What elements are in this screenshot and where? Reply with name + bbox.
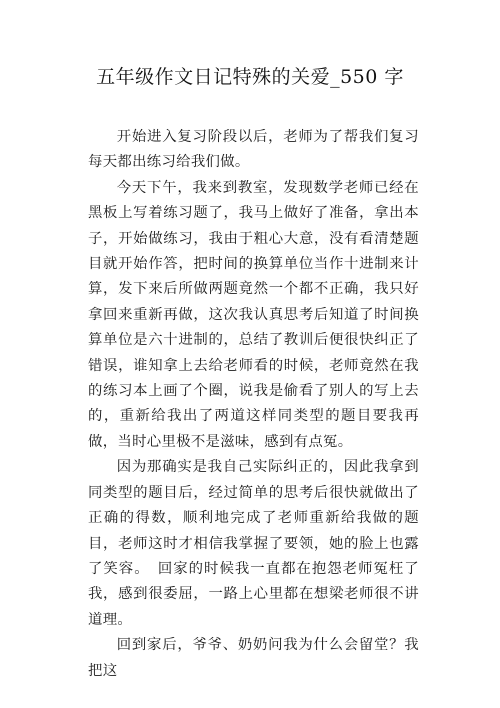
paragraph-2: 今天下午，我来到教室，发现数学老师已经在黑板上写着练习题了，我马上做好了准备，拿出本子，开始做练习，我由于粗心大意，没有看清楚题目就开始作答，把时间的换算单位当作十进制来计算，发下来后所做两题竟然一个都不正确，我只好拿回来重新再做，这次我认真思考后知道了时间换算单位是六十进制的，总结了教训后便很快纠正了错误，谁知拿上去给老师看的时候，老师竟然在我的练习本上画了个圈，说我是偷看了别人的写上去的，重新给我出了两道这样同类型的题目要我再做，当时心里极不是滋味，感到有点冤。 [88, 179, 419, 450]
document-title: 五年级作文日记特殊的关爱_550 字 [96, 66, 404, 88]
paragraph-3: 因为那确实是我自己实际纠正的，因此我拿到同类型的题目后，经过简单的思考后很快就做出了正确的得数，顺利地完成了老师重新给我做的题目，老师这时才相信我掌握了要领，她的脸上也露了笑容。 回家的时候我一直都在抱怨老师冤枉了我，感到很委屈，一路上心里都在想梁老师很不讲道理。 [88, 459, 419, 628]
paragraph-1: 开始进入复习阶段以后，老师为了帮我们复习每天都出练习给我们做。 [88, 129, 419, 171]
paragraph-4: 回到家后，爷爷、奶奶问我为什么会留堂？我把这 [88, 637, 419, 679]
document-body [88, 125, 419, 684]
